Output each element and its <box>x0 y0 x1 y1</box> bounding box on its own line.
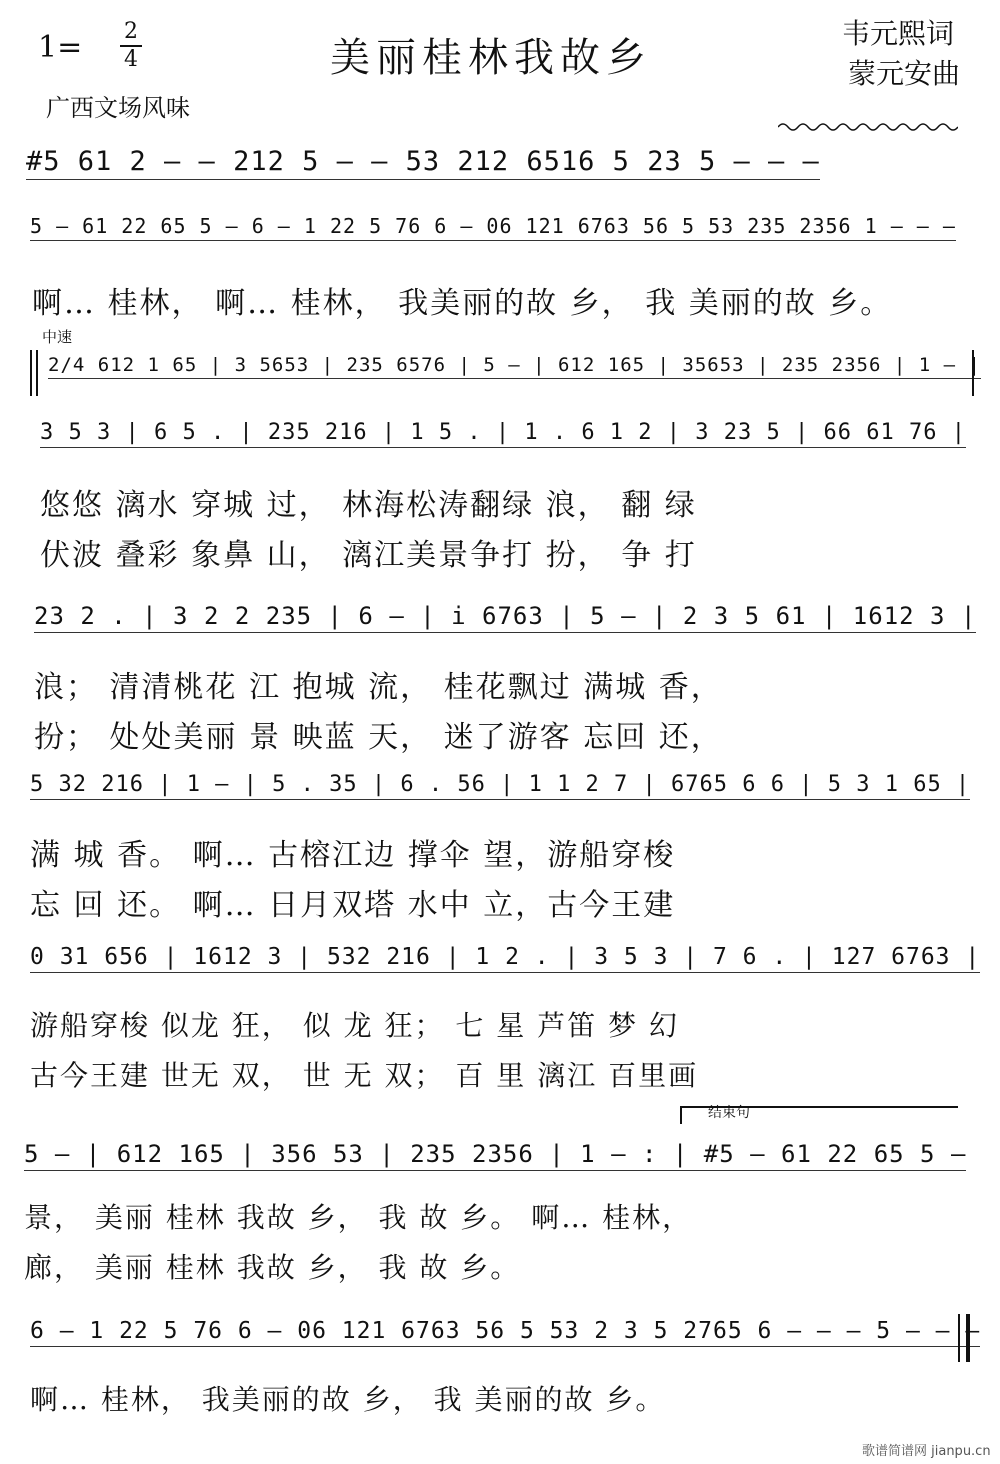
time-numerator: 2 <box>124 19 138 44</box>
lyric-line: 景， 美丽 桂林 我故 乡， 我 故 乡。 啊… 桂林， <box>24 1201 693 1234</box>
lyric-line: 悠悠 漓水 穿城 过， 林海松涛翻绿 浪， 翻 绿 <box>40 488 697 523</box>
lyric-line: 扮； 处处美丽 景 映蓝 天， 迷了游客 忘回 还， <box>34 720 723 755</box>
lyric-line: 廊， 美丽 桂林 我故 乡， 我 故 乡。 <box>24 1251 521 1284</box>
lyric-line: 啊… 桂林， 我美丽的故 乡， 我 美丽的故 乡。 <box>30 1383 666 1416</box>
composer-credit: 蒙元安曲 <box>848 57 961 90</box>
lyric-line: 满 城 香。 啊… 古榕江边 撑伞 望，游船穿梭 <box>30 838 676 873</box>
notation-line: 6 — 1 22 5 76 6 — 06 121 6763 56 5 53 2 3 5 2765 6 — — — 5 — — — <box>30 1318 980 1347</box>
notation-line: #5 61 2 — — 212 5 — — 53 212 6516 5 23 5 — — — <box>26 146 820 180</box>
site-watermark: 歌谱简谱网 jianpu.cn <box>862 1444 991 1459</box>
notation-line: 5 — | 612 165 | 356 53 | 235 2356 | 1 — : | #5 — 61 22 65 5 — <box>24 1140 966 1171</box>
lyric-line: 忘 回 还。 啊… 日月双塔 水中 立，古今王建 <box>30 888 676 923</box>
notation-line: 0 31 656 | 1612 3 | 532 216 | 1 2 . | 3 5 3 | 7 6 . | 127 6763 | <box>30 944 980 973</box>
style-note: 广西文场风味 <box>46 94 190 122</box>
notation-line: 23 2 . | 3 2 2 235 | 6 — | i 6763 | 5 — | 2 3 5 61 | 1612 3 | <box>34 602 976 633</box>
notation-line: 5 — 61 22 65 5 — 6 — 1 22 5 76 6 — 06 121 6763 56 5 53 235 2356 1 — — — <box>30 214 956 241</box>
lyric-line: 啊… 桂林， 啊… 桂林， 我美丽的故 乡， 我 美丽的故 乡。 <box>32 286 893 321</box>
lyric-line: 游船穿梭 似龙 狂， 似 龙 狂； 七 星 芦笛 梦 幻 <box>30 1009 680 1042</box>
time-denominator: 4 <box>124 47 138 72</box>
key-signature: 1= <box>38 30 83 65</box>
lyricist-credit: 韦元熙词 <box>842 17 955 50</box>
trill-line <box>778 120 958 134</box>
time-signature <box>120 20 142 72</box>
notation-line: 2/4 612 1 65 | 3 5653 | 235 6576 | 5 — | 612 165 | 35653 | 235 2356 | 1 — | <box>48 354 981 379</box>
lyric-line: 浪； 清清桃花 江 抱城 流， 桂花飘过 满城 香， <box>34 670 723 705</box>
notation-line: 3 5 3 | 6 5 . | 235 216 | 1 5 . | 1 . 6 1 2 | 3 23 5 | 66 61 76 | <box>40 420 966 448</box>
song-title: 美丽桂林我故乡 <box>330 35 652 81</box>
notation-line: 5 32 216 | 1 — | 5 . 35 | 6 . 56 | 1 1 2 7 | 6765 6 6 | 5 3 1 65 | <box>30 772 970 800</box>
lyric-line: 古今王建 世无 双， 世 无 双； 百 里 漓江 百里画 <box>30 1059 699 1092</box>
tempo-mark: 中速 <box>42 328 73 346</box>
lyric-line: 伏波 叠彩 象鼻 山， 漓江美景争打 扮， 争 打 <box>40 538 697 573</box>
ending-marker: 结束句 <box>708 1105 750 1121</box>
